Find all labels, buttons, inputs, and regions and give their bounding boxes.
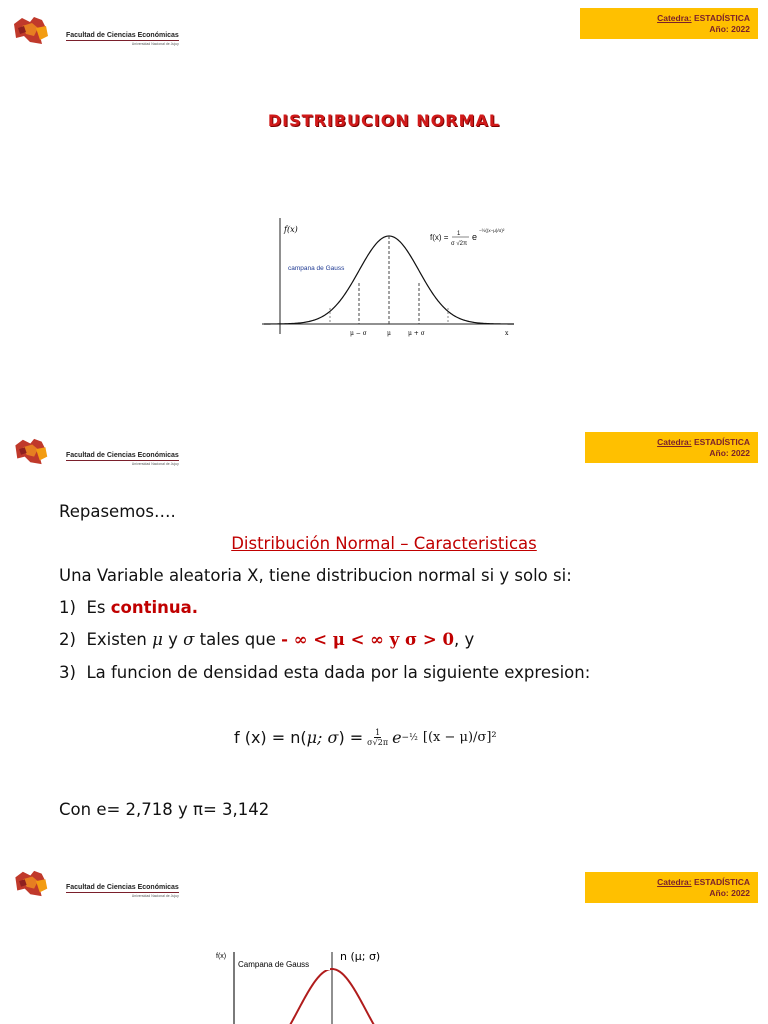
- svg-text:σ √2π: σ √2π: [451, 241, 468, 247]
- university-name: Universidad Nacional de Jujuy: [131, 462, 179, 466]
- year-label: Año: 2022: [709, 24, 750, 34]
- tick-mu-plus-sigma: μ + σ: [408, 330, 425, 337]
- svg-text:−½((x−μ)/σ)²: −½((x−μ)/σ)²: [479, 228, 505, 233]
- list-item-1: [59, 598, 198, 617]
- tick-x: x: [505, 330, 509, 337]
- list-item-2-number: 2): [59, 630, 76, 649]
- faculty-name: Facultad de Ciencias Económicas: [66, 884, 179, 891]
- tick-mu-minus-sigma: μ − σ: [350, 330, 367, 337]
- list-item-2-mid: tales que: [194, 630, 282, 649]
- university-name: Universidad Nacional de Jujuy: [131, 42, 179, 46]
- formula-bracket: [(x − μ)/σ]²: [422, 730, 497, 745]
- university-name: Universidad Nacional de Jujuy: [131, 894, 179, 898]
- formula-eq: ) =: [338, 728, 364, 747]
- svg-text:e: e: [472, 232, 478, 242]
- n-label: n (μ; σ): [340, 950, 381, 963]
- list-item-2-end: , y: [453, 630, 475, 649]
- formula-exponent: −½: [401, 732, 418, 743]
- fx-label: f(x): [284, 225, 298, 234]
- page-title: DISTRIBUCION NORMAL: [267, 111, 501, 130]
- list-item-2-pre: Existen: [86, 630, 153, 649]
- gauss-curve: [264, 236, 514, 324]
- sigma-symbol: σ: [183, 630, 195, 649]
- faculty-name: Facultad de Ciencias Económicas: [66, 452, 179, 459]
- svg-text:1: 1: [457, 231, 461, 237]
- catedra-label: Catedra:: [657, 13, 692, 23]
- fx-label: f(x): [216, 953, 227, 960]
- mu-symbol: μ: [152, 630, 163, 649]
- faculty-name: Facultad de Ciencias Económicas: [66, 32, 179, 39]
- catedra-box: [585, 432, 758, 463]
- list-item-1-number: 1): [59, 598, 76, 617]
- list-item-2-and: y: [162, 630, 184, 649]
- faculty-emblem-icon: [12, 436, 60, 466]
- catedra-box: [580, 8, 758, 39]
- faculty-logo: [12, 436, 179, 466]
- list-item-2: [59, 630, 474, 649]
- faculty-emblem-icon: [12, 868, 60, 898]
- faculty-logo: [12, 868, 179, 898]
- list-item-3-text: La funcion de densidad esta dada por la siguiente expresion:: [86, 663, 591, 682]
- list-item-3-number: 3): [59, 663, 76, 682]
- faculty-logo: [12, 14, 179, 46]
- list-item-2-condition: - ∞ < μ < ∞ y σ > 0: [281, 630, 454, 649]
- slide-1: [0, 0, 768, 410]
- year-label: Año: 2022: [709, 448, 750, 458]
- list-item-1-bold: continua.: [110, 598, 199, 617]
- catedra-value: ESTADÍSTICA: [693, 877, 750, 887]
- definition-line: Una Variable aleatoria X, tiene distribucion normal si y solo si:: [59, 566, 572, 585]
- catedra-label: Catedra:: [657, 437, 692, 447]
- curve-label: campana de Gauss: [288, 265, 345, 272]
- list-item-3: [59, 663, 590, 682]
- intro-text: Repasemos….: [59, 502, 176, 521]
- formula-e: e: [392, 728, 402, 747]
- list-item-1-text: Es: [86, 598, 111, 617]
- formula-fraction: [367, 728, 388, 747]
- svg-text:f(x) =: f(x) =: [430, 233, 449, 242]
- catedra-value: ESTADÍSTICA: [693, 437, 750, 447]
- fraction-denominator: σ√2π: [367, 738, 389, 747]
- density-formula: [430, 227, 505, 247]
- formula-args: μ; σ: [306, 728, 339, 747]
- section-subtitle: Distribución Normal – Caracteristicas: [231, 534, 537, 553]
- tick-mu: μ: [387, 330, 391, 337]
- formula-left: f (x) = n(: [234, 728, 307, 747]
- catedra-box: [585, 872, 758, 903]
- year-label: Año: 2022: [709, 888, 750, 898]
- density-formula-line: [234, 728, 497, 747]
- fraction-numerator: 1: [375, 728, 381, 737]
- gauss-curve-figure: [262, 212, 522, 342]
- catedra-value: ESTADÍSTICA: [693, 13, 750, 23]
- slide-3: [0, 850, 768, 1024]
- gauss-curve-figure-2: [214, 944, 414, 1024]
- constants-line: Con e= 2,718 y π= 3,142: [59, 800, 270, 819]
- faculty-emblem-icon: [12, 14, 60, 46]
- catedra-label: Catedra:: [657, 877, 692, 887]
- curve-label: Campana de Gauss: [238, 960, 310, 969]
